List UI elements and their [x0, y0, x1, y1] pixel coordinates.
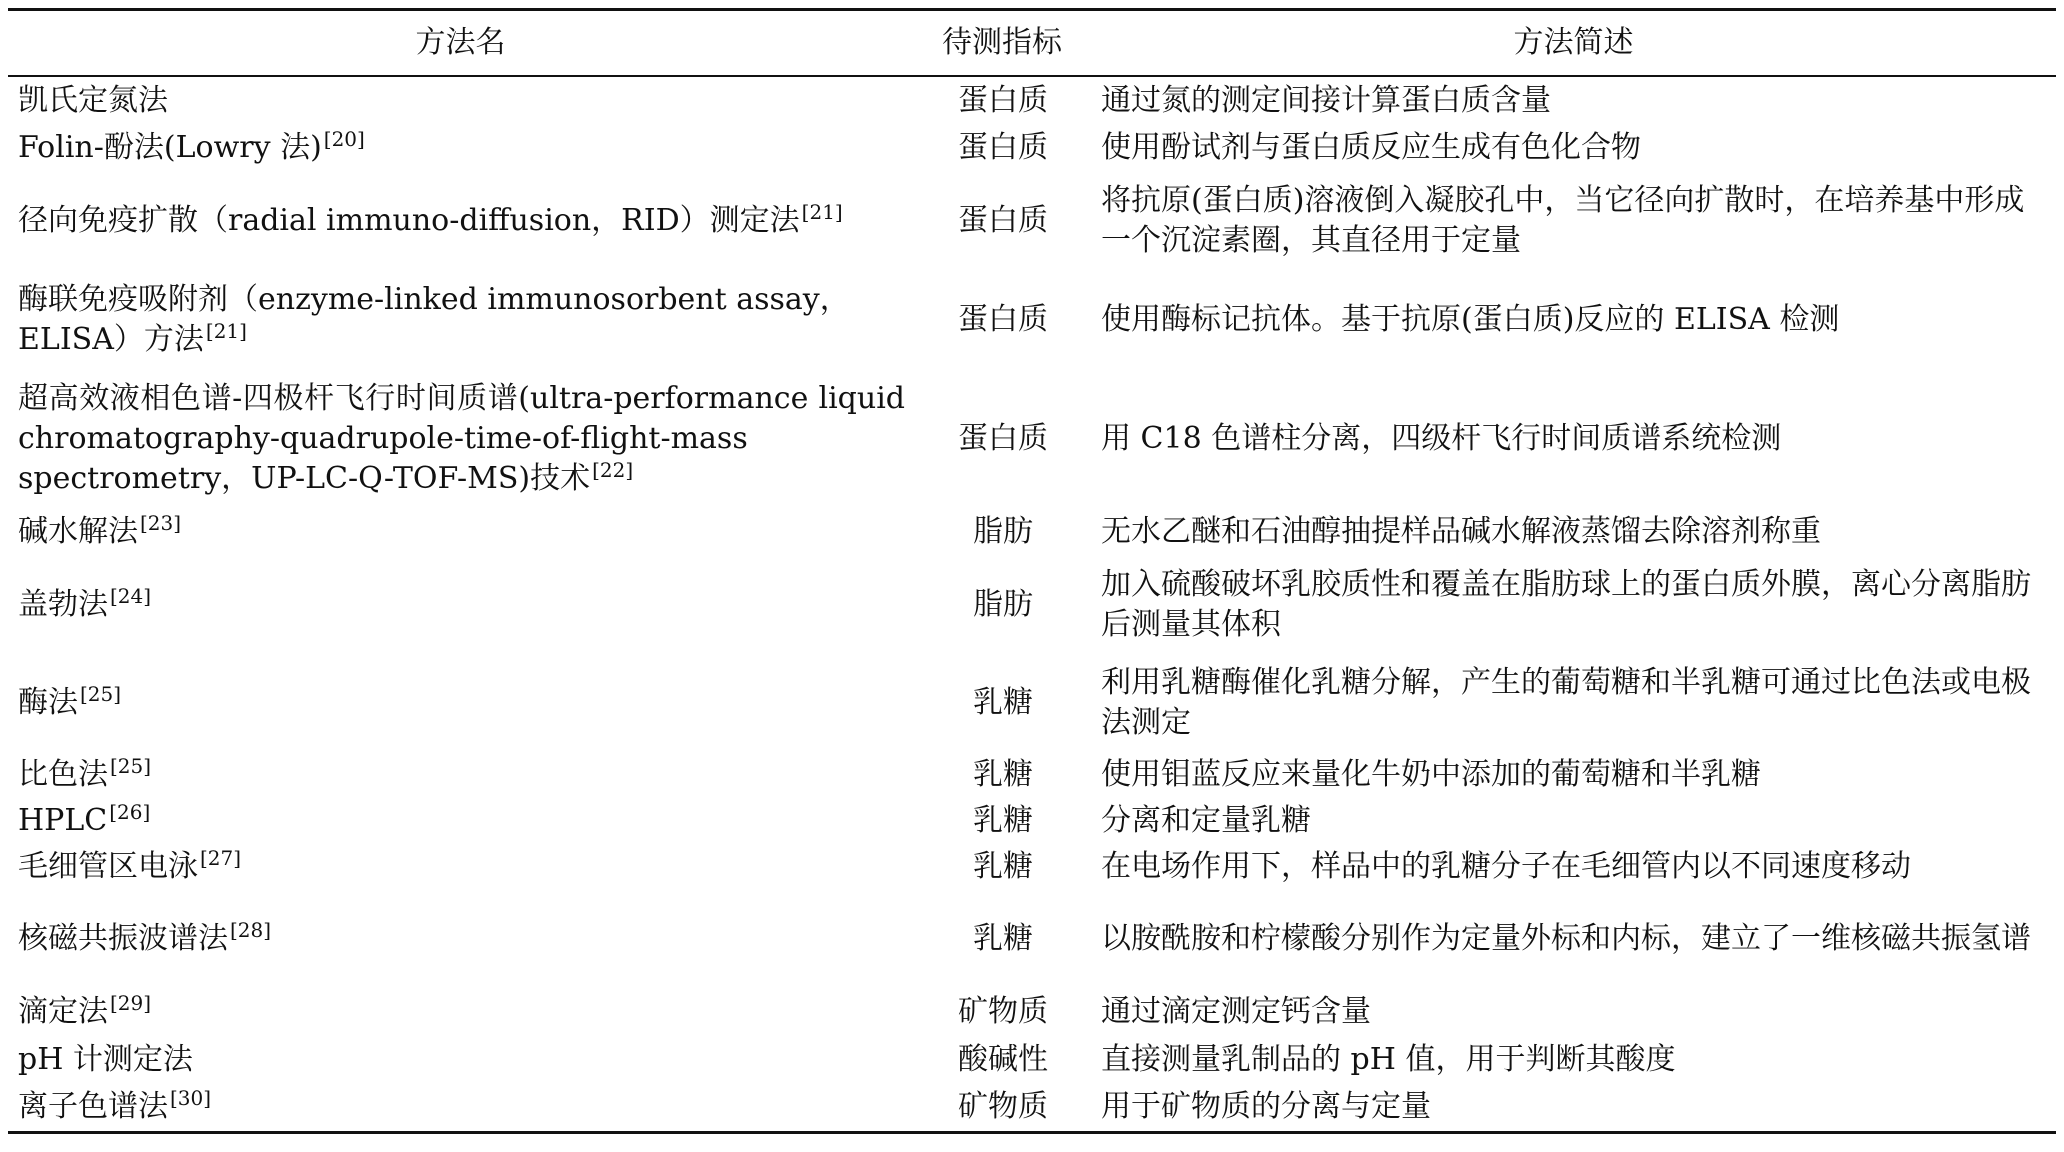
table-row [8, 654, 2056, 752]
description-cell: 使用酶标记抗体。基于抗原(蛋白质)反应的 ELISA 检测 [1101, 302, 1840, 337]
target-cell: 蛋白质 [958, 421, 1048, 456]
target-cell: 蛋白质 [958, 130, 1048, 165]
header-target: 待测指标 [942, 25, 1062, 60]
reference: [28] [230, 918, 272, 942]
target-cell: 乳糖 [973, 803, 1033, 838]
target-cell: 矿物质 [958, 1089, 1048, 1125]
method-name-text: 盖勃法 [18, 587, 108, 622]
description-cell: 在电场作用下，样品中的乳糖分子在毛细管内以不同速度移动 [1101, 849, 1911, 884]
table-row [8, 270, 2056, 370]
description-cell: 无水乙醚和石油醇抽提样品碱水解液蒸馏去除溶剂称重 [1101, 514, 1821, 549]
description-cell: 以胺酰胺和柠檬酸分别作为定量外标和内标，建立了一维核磁共振氢谱 [1101, 921, 2031, 956]
target-cell: 脂肪 [973, 514, 1033, 549]
method-name-text: 滴定法 [18, 994, 108, 1029]
target-cell: 蛋白质 [958, 302, 1048, 337]
table-row [8, 988, 2056, 1036]
method-name [8, 556, 913, 654]
target-cell: 乳糖 [973, 757, 1033, 792]
description-cell: 通过滴定测定钙含量 [1101, 994, 1371, 1029]
method-name-text: 径向免疫扩散（radial immuno-diffusion，RID）测定法 [18, 203, 800, 238]
table-header [8, 10, 2056, 77]
table-row [8, 124, 2056, 172]
description-cell: 使用钼蓝反应来量化牛奶中添加的葡萄糖和半乳糖 [1101, 757, 1761, 792]
reference: [29] [110, 991, 152, 1015]
description-cell: 用于矿物质的分离与定量 [1101, 1089, 1431, 1125]
description-cell: 加入硫酸破坏乳胶质性和覆盖在脂肪球上的蛋白质外膜，离心分离脂肪后测量其体积 [1101, 567, 2031, 642]
method-name [8, 270, 913, 370]
reference: [24] [110, 584, 152, 608]
method-name [8, 508, 913, 556]
reference: [21] [801, 200, 843, 224]
table-row [8, 1036, 2056, 1084]
target-cell: 乳糖 [973, 921, 1033, 956]
reference: [20] [323, 127, 365, 151]
target-cell: 蛋白质 [958, 203, 1048, 238]
target-cell: 脂肪 [973, 587, 1033, 622]
reference: [21] [205, 319, 247, 343]
target-cell: 矿物质 [958, 994, 1048, 1029]
header-row [8, 10, 2056, 77]
target-cell: 乳糖 [973, 849, 1033, 884]
method-name-text: 超高效液相色谱-四极杆飞行时间质谱(ultra-performance liquid chromatography-quadrupole-time-of-flight-mass spectrometry，UP-LC-Q-TOF-MS)技术 [18, 381, 905, 496]
method-name-text: pH 计测定法 [18, 1042, 193, 1077]
method-name [8, 172, 913, 270]
target-cell: 酸碱性 [958, 1042, 1048, 1077]
method-name [8, 1084, 913, 1132]
method-name [8, 370, 913, 508]
reference: [27] [200, 846, 242, 870]
method-name [8, 798, 913, 844]
method-name-text: HPLC [18, 803, 108, 838]
table-row [8, 752, 2056, 798]
table-body [8, 76, 2056, 1132]
method-name-text: 毛细管区电泳 [18, 849, 198, 884]
method-name [8, 988, 913, 1036]
reference: [22] [592, 458, 634, 482]
method-name-text: 离子色谱法 [18, 1089, 168, 1125]
reference: [23] [140, 511, 182, 535]
reference: [30] [170, 1086, 212, 1111]
table-row [8, 798, 2056, 844]
table-row [8, 508, 2056, 556]
description-cell: 直接测量乳制品的 pH 值，用于判断其酸度 [1101, 1042, 1676, 1077]
method-name-text: 比色法 [18, 757, 108, 792]
target-cell: 蛋白质 [958, 82, 1048, 118]
table-row [8, 172, 2056, 270]
description-cell: 分离和定量乳糖 [1101, 803, 1311, 838]
description-cell: 利用乳糖酶催化乳糖分解，产生的葡萄糖和半乳糖可通过比色法或电极法测定 [1101, 665, 2031, 740]
description-cell: 使用酚试剂与蛋白质反应生成有色化合物 [1101, 130, 1641, 165]
header-method-name: 方法名 [415, 25, 506, 60]
method-name-text: Folin-酚法(Lowry 法) [18, 130, 322, 165]
method-name-text: 碱水解法 [18, 514, 138, 549]
method-name [8, 890, 913, 988]
table-row [8, 890, 2056, 988]
table-row [8, 370, 2056, 508]
method-name-text: 酶法 [18, 685, 78, 720]
table-row [8, 1084, 2056, 1132]
table-row [8, 844, 2056, 890]
description-cell: 通过氮的测定间接计算蛋白质含量 [1101, 82, 1551, 118]
method-name [8, 76, 913, 124]
reference: [25] [110, 754, 152, 778]
method-name-text: 凯氏定氮法 [18, 82, 168, 118]
method-name [8, 752, 913, 798]
description-cell: 用 C18 色谱柱分离，四级杆飞行时间质谱系统检测 [1101, 421, 1782, 456]
method-name [8, 1036, 913, 1084]
methods-table [8, 8, 2056, 1134]
header-description: 方法简述 [1513, 25, 1634, 60]
method-name-text: 核磁共振波谱法 [18, 921, 228, 956]
method-name [8, 844, 913, 890]
table-row [8, 76, 2056, 124]
method-name [8, 124, 913, 172]
table-row [8, 556, 2056, 654]
reference: [26] [109, 800, 151, 824]
target-cell: 乳糖 [973, 685, 1033, 720]
method-name-text: 酶联免疫吸附剂（enzyme-linked immunosorbent assay，ELISA）方法 [18, 282, 850, 357]
description-cell: 将抗原(蛋白质)溶液倒入凝胶孔中，当它径向扩散时，在培养基中形成一个沉淀素圈，其直径用于定量 [1101, 183, 2025, 258]
reference: [25] [80, 682, 122, 706]
method-name [8, 654, 913, 752]
